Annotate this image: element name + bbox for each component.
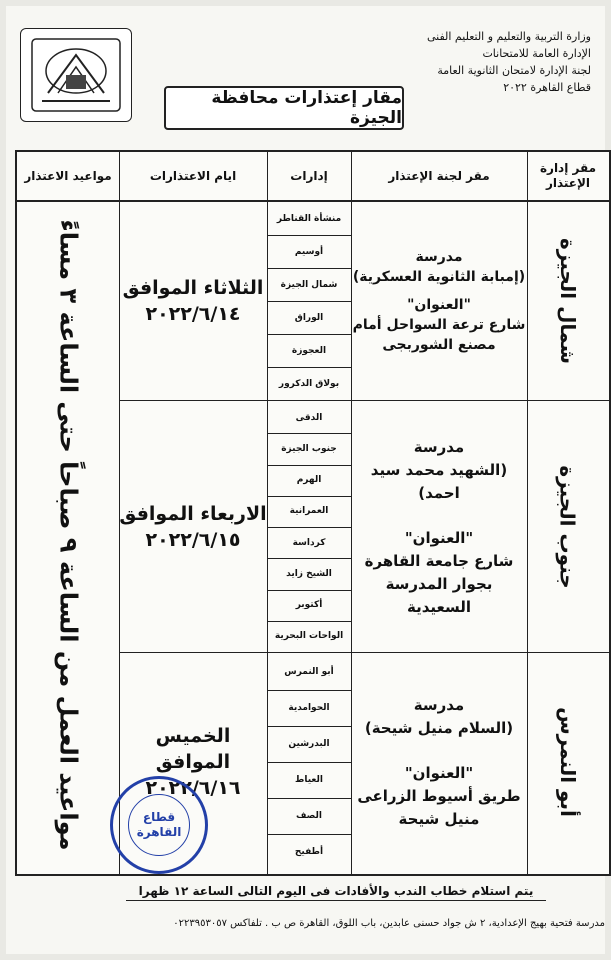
branch-north-giza [529,202,607,400]
day-date: ٢٠٢٢/٦/١٦ [145,777,241,799]
district-cell: الواحات البحرية [274,631,344,642]
day-cell-wednesday [119,402,267,652]
header-districts: إدارات [290,168,328,183]
header-line: لجنة الإدارة لامتحان الثانوية العامة [437,64,591,77]
column-divider [527,152,528,874]
logo-emblem-icon [28,35,124,115]
school-address: شارع جامعة القاهرة بجوار المدرسة السعيدية [364,551,514,616]
district-cell: العمرانية [289,506,329,517]
district-cell: العياط [295,775,323,785]
district-cell: الدقى [295,412,323,423]
district-cell: منشأة القناطر [276,213,342,224]
header-line: قطاع القاهرة ٢٠٢٢ [503,81,591,94]
address-label: "العنوان" [407,297,471,313]
district-cell: الوراق [294,312,324,323]
address-label: "العنوان" [404,763,474,782]
header-branch: مقر إدارة الإعتذار [539,161,597,190]
ministry-logo [20,28,132,122]
school-cell-abu-nomros [351,654,527,870]
school-label: مدرسة [413,695,465,714]
district-cell: كرداسة [292,537,326,548]
day-label: الاربعاء الموافق [119,503,267,525]
district-cell: أكتوبر [295,600,323,611]
ministry-header [371,28,591,96]
stamp-center [128,794,190,856]
footer-address: مدرسة فتحية بهيج الإعدادية، ٢ ش جواد حسنى عابدين، باب اللوق، القاهرة ص ب . تلفاكس ٠٢٢٣٩٥٣٠٥٧ [173,918,605,929]
address-label: "العنوان" [404,528,474,547]
group-divider [119,652,609,653]
header-days: ايام الاعتذارات [149,168,237,183]
district-cell: الهرم [296,475,322,486]
school-name: (إمبابة الثانوية العسكرية) [352,269,526,285]
district-cell: أبو النمرس [284,667,334,677]
district-cell: البدرشين [288,739,330,749]
header-line: الإدارة العامة للامتحانات [482,47,591,60]
branch-label: شمال الجيزة [556,237,580,365]
branch-label: أبو النمرس [556,707,580,817]
header-hours: مواعيد الاعتذار [24,168,112,183]
school-address: شارع ترعة السواحل أمام مصنع الشوربجى [352,317,526,353]
district-cell: الشيخ زايد [286,568,332,579]
district-cell: بولاق الدكرور [278,378,340,389]
school-name: (السلام منيل شيحة) [364,718,514,737]
branch-label: جنوب الجيزة [556,465,580,589]
district-cell: أطفيح [294,847,324,857]
working-hours-text: مواعيد العمل من الساعة ٩ صباحاً حتى الساعة ٣ مساءً [54,219,83,851]
header-school: مقر لجنة الإعتذار [388,168,490,183]
table-header-row [17,152,609,202]
stamp-line: القاهرة [136,825,182,839]
branch-south-giza [529,402,607,652]
district-cell: جنوب الجيزة [281,443,337,454]
day-cell-tuesday [119,202,267,400]
hours-cell [17,200,119,870]
school-address: طريق أسيوط الزراعى منيل شيحة [357,786,521,828]
day-date: ٢٠٢٢/٦/١٥ [145,529,241,551]
district-cell: العجوزة [291,345,327,356]
school-name: (الشهيد محمد سيد احمد) [370,460,508,502]
school-cell-north [351,202,527,400]
schedule-table [15,150,611,876]
page-title: مقار إعتذارات محافظة الجيزة [164,86,404,130]
school-label: مدرسة [413,437,465,456]
day-label: الثلاثاء الموافق [122,277,264,299]
document-page [6,6,605,954]
official-stamp [110,776,208,874]
header-line: وزارة التربية والتعليم و التعليم الفنى [426,30,591,43]
district-cell: أوسيم [294,246,324,257]
delegation-note: يتم استلام خطاب الندب والأفادات فى اليوم التالى الساعة ١٢ ظهرا [126,884,546,901]
day-date: ٢٠٢٢/٦/١٤ [145,303,241,325]
district-cell: الصف [295,811,323,821]
district-cell: الحوامدية [288,703,330,713]
day-label: الخميس الموافق [155,725,231,773]
district-cell: شمال الجيزة [280,279,338,290]
school-cell-south [351,402,527,652]
stamp-line: قطاع [142,810,176,824]
branch-abu-nomros [529,654,607,870]
group-divider [119,400,609,401]
school-label: مدرسة [415,249,463,265]
